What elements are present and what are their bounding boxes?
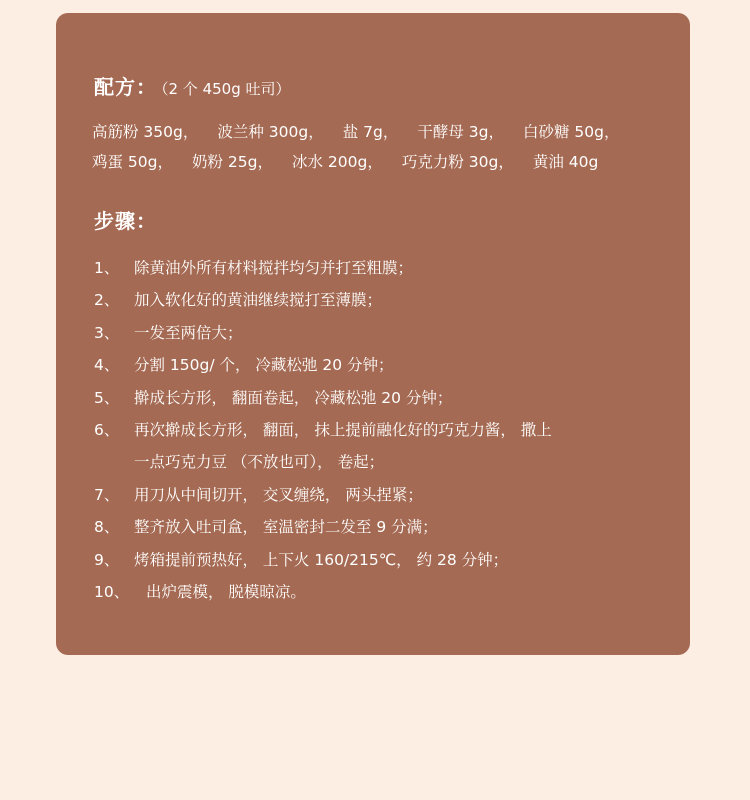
step-item [94, 479, 674, 511]
step-number: 5、 [94, 388, 120, 407]
step-number: 7、 [94, 485, 120, 504]
step-number: 3、 [94, 323, 120, 342]
step-text: 擀成长方形， 翻面卷起， 冷藏松弛 20 分钟； [134, 388, 453, 407]
ingredients-line-1 [92, 120, 620, 144]
steps-list [94, 252, 674, 608]
ingredient-cocoa-powder: 巧克力粉 30g， [401, 153, 514, 171]
step-item [94, 349, 674, 381]
step-number: 9、 [94, 550, 120, 569]
steps-heading: 步骤： [94, 209, 157, 233]
ingredient-milk-powder: 奶粉 25g， [192, 153, 273, 171]
step-number: 8、 [94, 518, 120, 537]
step-number: 10、 [94, 583, 130, 602]
ingredients-line-2 [92, 150, 598, 174]
ingredient-egg: 鸡蛋 50g， [92, 153, 173, 171]
ingredient-dry-yeast: 干酵母 3g， [417, 123, 504, 141]
ingredient-ice-water: 冰水 200g， [292, 153, 383, 171]
step-item [94, 576, 674, 608]
ingredient-sugar: 白砂糖 50g， [523, 123, 620, 141]
step-number: 2、 [94, 291, 120, 310]
step-text: 出炉震模， 脱模晾凉。 [146, 583, 306, 602]
ingredient-poolish: 波兰种 300g， [217, 123, 324, 141]
step-number: 4、 [94, 356, 120, 375]
step-item-continuation [94, 446, 674, 478]
recipe-card [56, 13, 690, 655]
step-text: 分割 150g/ 个， 冷藏松弛 20 分钟； [134, 356, 394, 375]
step-item [94, 252, 674, 284]
step-text: 用刀从中间切开， 交叉缠绕， 两头捏紧； [134, 485, 423, 504]
step-text: 再次擀成长方形， 翻面， 抹上提前融化好的巧克力酱， 撒上 [134, 421, 552, 440]
step-number: 1、 [94, 259, 120, 277]
step-item [94, 284, 674, 316]
ingredients-heading-label: 配方： [94, 75, 157, 99]
step-text: 整齐放入吐司盒， 室温密封二发至 9 分满； [134, 518, 438, 537]
step-text: 一点巧克力豆 （不放也可）， 卷起； [134, 453, 385, 472]
ingredients-yield-note: （2 个 450g 吐司） [161, 80, 291, 98]
ingredient-butter: 黄油 40g [532, 153, 599, 171]
step-number: 6、 [94, 421, 120, 440]
step-item [94, 414, 674, 446]
step-text: 烤箱提前预热好， 上下火 160/215℃， 约 28 分钟； [134, 550, 509, 569]
ingredient-salt: 盐 7g， [342, 123, 399, 141]
step-text: 加入软化好的黄油继续搅打至薄膜； [134, 291, 383, 310]
step-text: 除黄油外所有材料搅拌均匀并打至粗膜； [134, 259, 414, 277]
step-text: 一发至两倍大； [134, 323, 243, 342]
ingredient-bread-flour: 高筋粉 350g， [92, 123, 199, 141]
step-item [94, 544, 674, 576]
step-item [94, 317, 674, 349]
ingredients-heading [94, 73, 291, 103]
step-item [94, 382, 674, 414]
step-item [94, 511, 674, 543]
